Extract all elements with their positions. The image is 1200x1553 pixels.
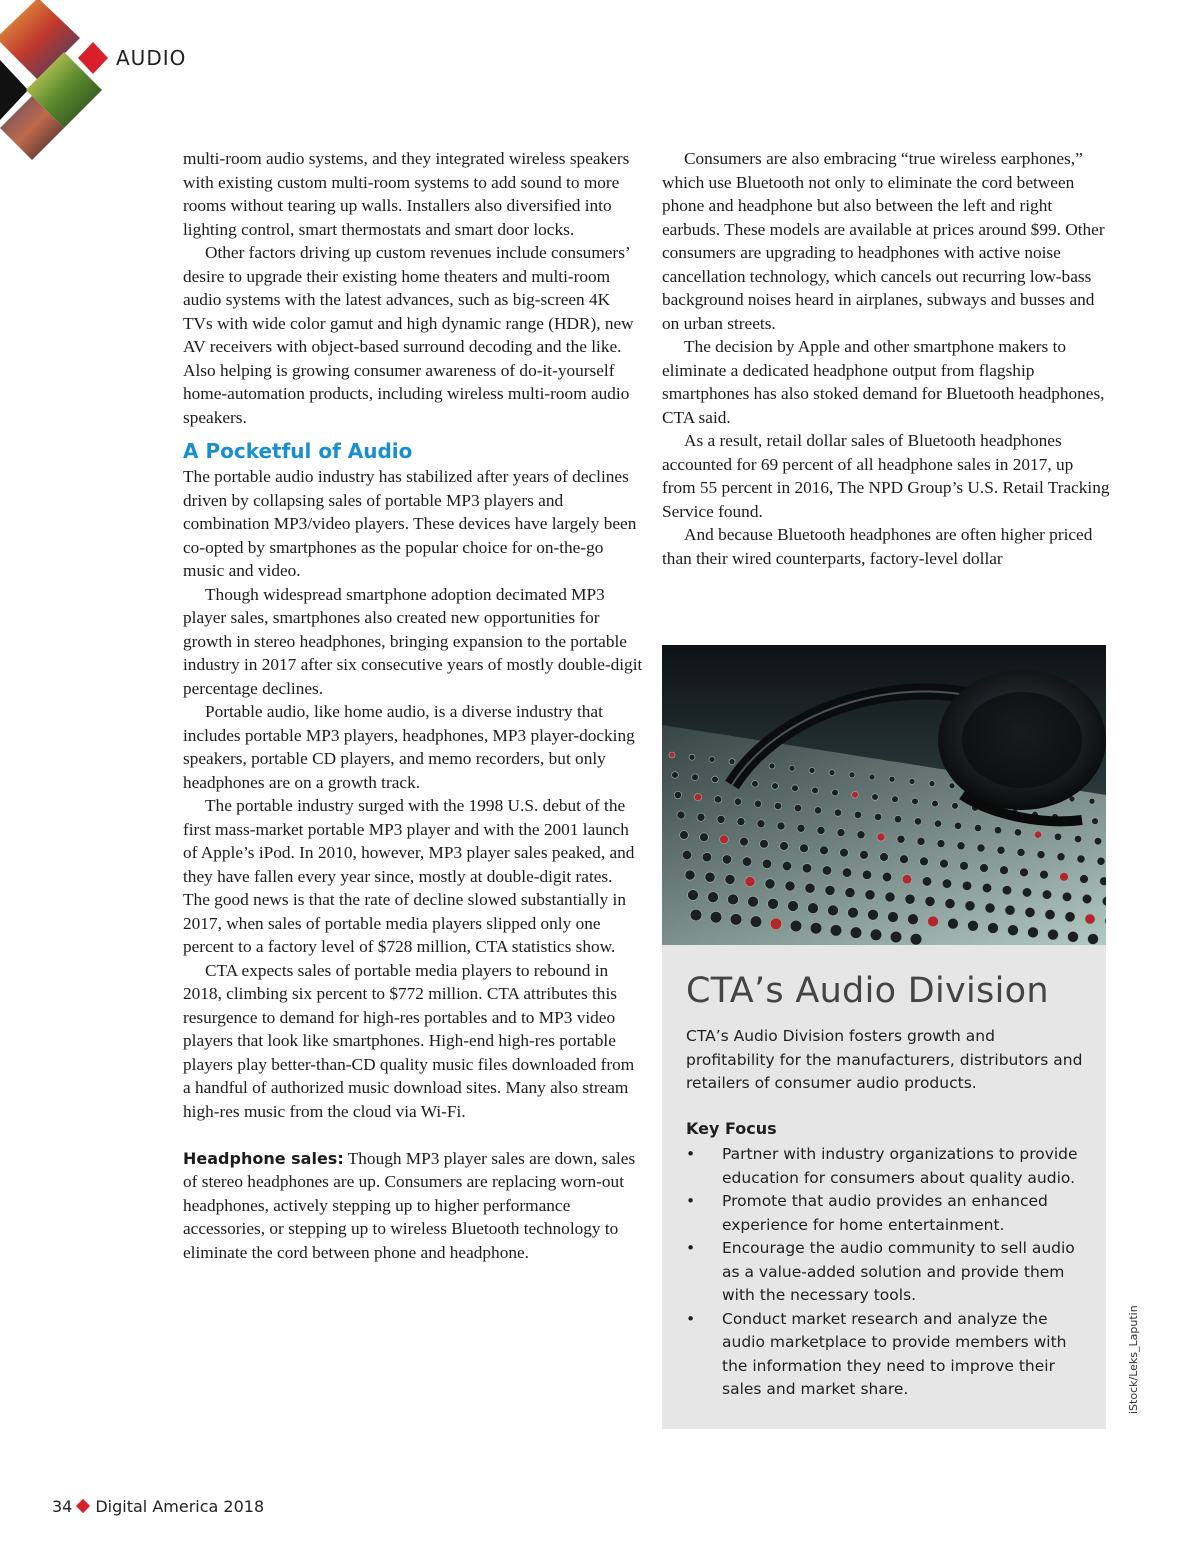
body-paragraph: And because Bluetooth headphones are often higher priced than their wired counterparts, factory-level dollar: [662, 525, 1093, 568]
list-item: • Encourage the audio community to sell audio as a value-added solution and provide them with the necessary tools.: [686, 1239, 1075, 1304]
list-item: • Partner with industry organizations to provide education for consumers about quality audio.: [686, 1145, 1078, 1187]
headphone-sales-text: Though MP3 player sales are down, sales of stereo headphones are up. Consumers are replacing worn-out headphones, actively stepping up to higher performance accessories, or stepping up to wireless Bluetooth technology to eliminate the cord between phone and headphone.: [183, 1148, 636, 1262]
key-focus-list: [686, 1143, 1086, 1402]
audio-division-sidebar: [662, 945, 1106, 1429]
right-column: [662, 147, 1110, 570]
body-paragraph: The portable industry surged with the 1998 U.S. debut of the first mass-market portable MP3 player and with the 2001 launch of Apple’s iPod. In 2010, however, MP3 player sales peaked, and they have fallen every year since, mostly at double-digit rates. The good news is that the rate of decline slowed substantially in 2017, when sales of portable media players slipped only one percent to a factory level of $728 million, CTA statistics show.: [183, 796, 635, 956]
body-paragraph: The portable audio industry has stabilized after years of declines driven by collapsing sales of portable MP3 players and combination MP3/video players. These devices have largely been co-opted by smartphones as the popular choice for on-the-go music and video.: [183, 467, 637, 580]
ornament-red-diamond: [78, 42, 108, 74]
publication-name: Digital America 2018: [95, 1497, 265, 1516]
key-focus-heading: Key Focus: [686, 1119, 777, 1138]
body-paragraph: Though widespread smartphone adoption decimated MP3 player sales, smartphones also created new opportunities for growth in stereo headphones, bringing expansion to the portable industry in 2017 after six consecutive years of mostly double-digit percentage declines.: [183, 584, 643, 698]
list-item: • Promote that audio provides an enhanced experience for home entertainment.: [686, 1192, 1048, 1234]
body-paragraph: CTA expects sales of portable media players to rebound in 2018, climbing six percent to $772 million. CTA attributes this resurgence to demand for high-res portables and to MP3 video players that look like smartphones. High-end high-res portable players play better-than-CD quality music files downloaded from a handful of authorized music download sites. Many also stream high-res music from the cloud via Wi-Fi.: [183, 960, 635, 1121]
header-diamond-ornament: [0, 0, 120, 160]
page-number: 34: [52, 1497, 73, 1516]
page-footer: [52, 1497, 264, 1516]
headphone-sales-lead-in: Headphone sales:: [183, 1148, 344, 1168]
bullet-icon: •: [686, 1239, 696, 1257]
subhead-pocketful-of-audio: A Pocketful of Audio: [183, 439, 413, 463]
left-column: [183, 147, 643, 1264]
headphone-sales-paragraph: [183, 1147, 643, 1265]
section-label: AUDIO: [116, 46, 187, 70]
red-diamond-icon: [76, 1499, 90, 1513]
body-paragraph: As a result, retail dollar sales of Bluetooth headphones accounted for 69 percent of all headphone sales in 2017, up from 55 percent in 2016, The NPD Group’s U.S. Retail Tracking Service found.: [662, 431, 1110, 521]
body-paragraph: Portable audio, like home audio, is a diverse industry that includes portable MP3 players, headphones, MP3 player-docking speakers, portable CD players, and memo recorders, but only headphones are on a growth track.: [183, 702, 635, 792]
body-paragraph: multi-room audio systems, and they integrated wireless speakers with existing custom multi-room systems to add sound to more rooms without tearing up walls. Installers also diversified into lighting control, smart thermostats and smart door locks.: [183, 149, 630, 239]
body-paragraph: The decision by Apple and other smartphone makers to eliminate a dedicated headphone output from flagship smartphones has also stoked demand for Bluetooth headphones, CTA said.: [662, 337, 1105, 427]
body-paragraph: Consumers are also embracing “true wireless earphones,” which use Bluetooth not only to eliminate the cord between phone and headphone but also between the left and right earbuds. These models are available at prices around $99. Other consumers are upgrading to headphones with active noise cancellation technology, which cancels out recurring low-bass background noises heard in airplanes, subways and busses and on urban streets.: [662, 149, 1105, 333]
bullet-icon: •: [686, 1192, 696, 1210]
bullet-icon: •: [686, 1309, 696, 1328]
bullet-icon: •: [686, 1145, 696, 1163]
headphones-on-mixer-photo: [662, 645, 1106, 945]
photo-credit: iStock/Leks_Laputin: [1127, 1305, 1140, 1414]
list-item: • Conduct market research and analyze the audio marketplace to provide members with the information they need to improve their sales and market share.: [686, 1309, 1067, 1398]
body-paragraph: Other factors driving up custom revenues include consumers’ desire to upgrade their existing home theaters and multi-room audio systems with the latest advances, such as big-screen 4K TVs with wide color gamut and high dynamic range (HDR), new AV receivers with object-based surround decoding and the like. Also helping is growing consumer awareness of do-it-yourself home-automation products, including wireless multi-room audio speakers.: [183, 243, 634, 427]
sidebar-intro: CTA’s Audio Division fosters growth and profitability for the manufacturers, distributors and retailers of consumer audio products.: [686, 1027, 1083, 1092]
sidebar-title: CTA’s Audio Division: [686, 971, 1049, 1011]
